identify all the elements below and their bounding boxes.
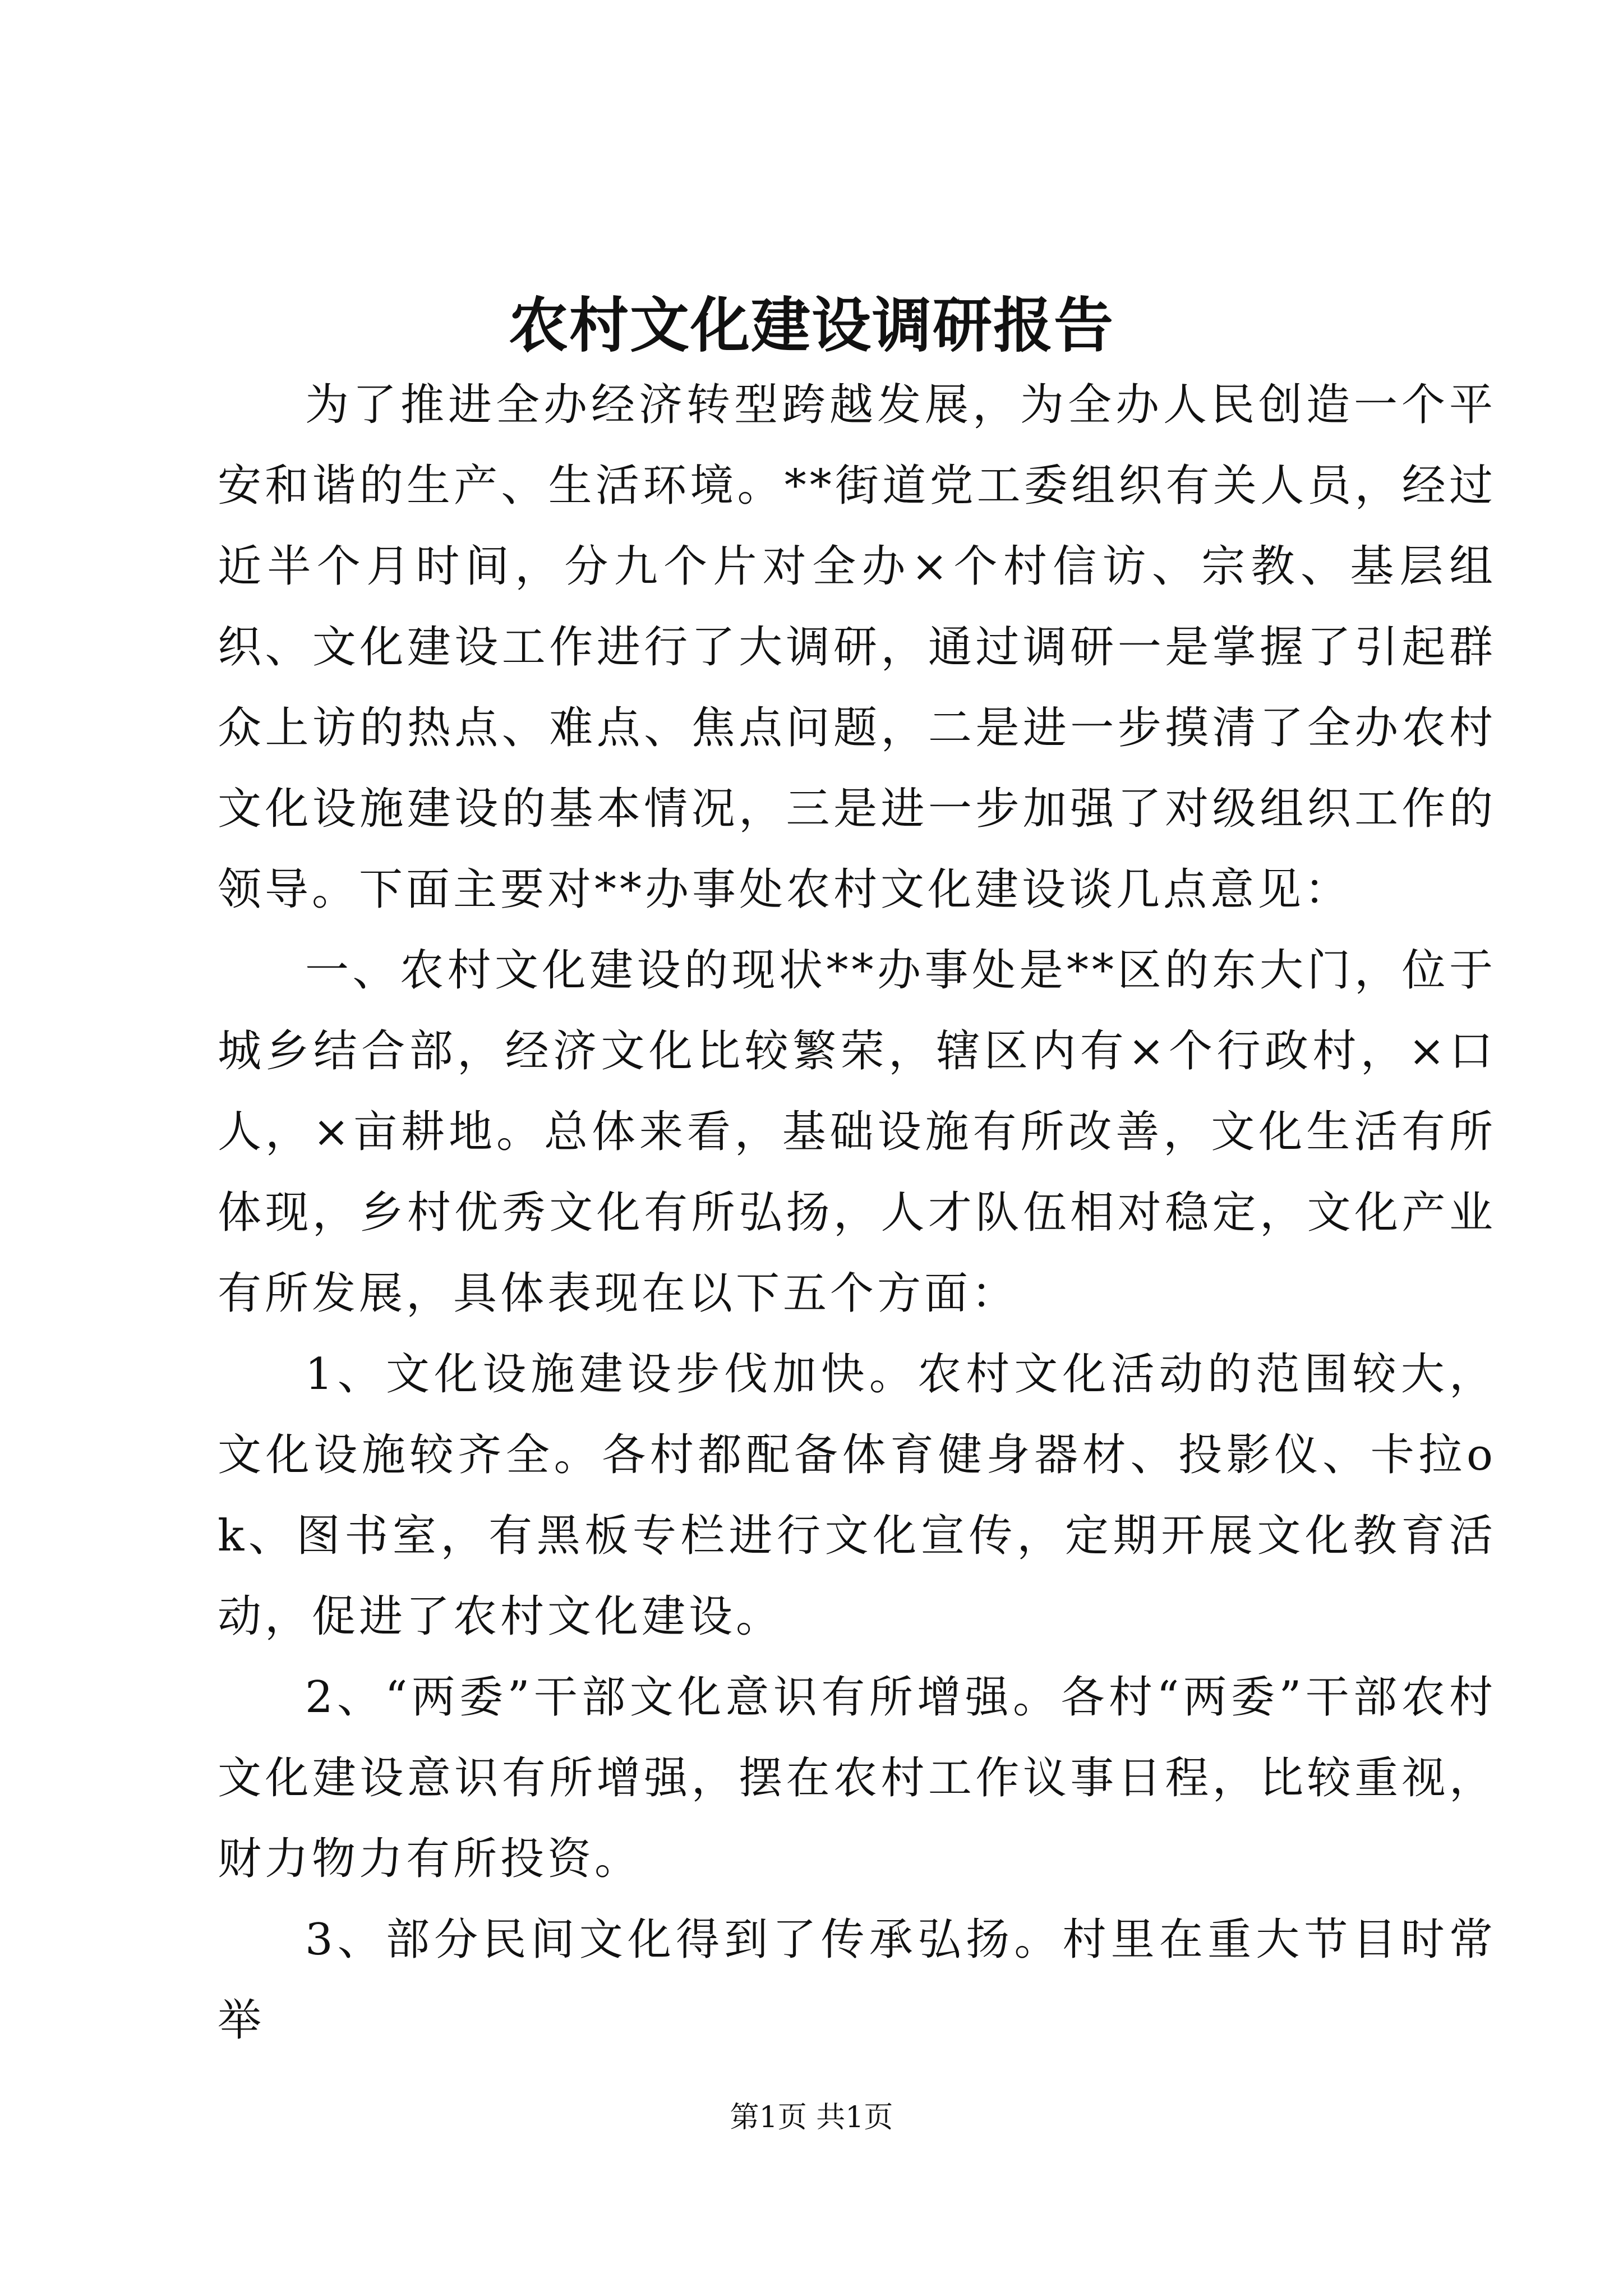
paragraph-item-2: 2、“两委”干部文化意识有所增强。各村“两委”干部农村文化建设意识有所增强，摆在农村工作议事日程，比较重视，财力物力有所投资。 (218, 1672, 1496, 1884)
paragraph-item-3: 3、部分民间文化得到了传承弘扬。村里在重大节目时常举 (218, 1915, 1496, 2046)
paragraph-intro: 为了推进全办经济转型跨越发展，为全办人民创造一个平安和谐的生产、生活环境。**街道党工委组织有关人员，经过近半个月时间，分九个片对全办×个村信访、宗教、基层组织、文化建设工作进行了大调研，通过调研一是掌握了引起群众上访的热点、难点、焦点问题，二是进一步摸清了全办农村文化设施建设的基本情况，三是进一步加强了对级组织工作的领导。下面主要对**办事处农村文化建设谈几点意见： (218, 380, 1496, 915)
paragraph-section-1: 一、农村文化建设的现状**办事处是**区的东大门，位于城乡结合部，经济文化比较繁荣，辖区内有×个行政村，×口人，×亩耕地。总体来看，基础设施有所改善，文化生活有所体现，乡村优秀文化有所弘扬，人才队伍相对稳定，文化产业有所发展，具体表现在以下五个方面： (218, 945, 1496, 1319)
document-body (218, 365, 1496, 2061)
document-title: 农村文化建设调研报告 (509, 290, 1114, 360)
paragraph-item-1: 1、文化设施建设步伐加快。农村文化活动的范围较大，文化设施较齐全。各村都配备体育健身器材、投影仪、卡拉ok、图书室，有黑板专栏进行文化宣传，定期开展文化教育活动，促进了农村文化建设。 (218, 1349, 1496, 1642)
page-footer: 第1页 共1页 (730, 2101, 893, 2134)
